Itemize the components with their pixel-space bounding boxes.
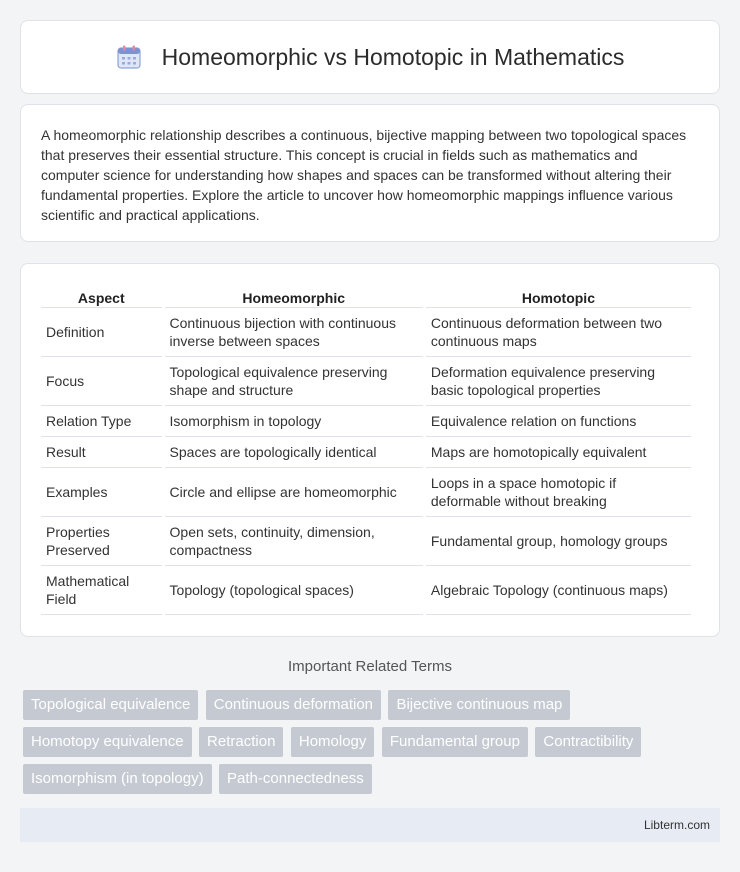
table-cell: Continuous deformation between two continuous maps [426, 308, 691, 357]
table-cell: Result [41, 437, 162, 468]
table-cell: Maps are homotopically equivalent [426, 437, 691, 468]
table-cell: Topology (topological spaces) [165, 566, 423, 615]
term-tag[interactable]: Fundamental group [382, 727, 528, 757]
term-tag[interactable]: Homology [291, 727, 375, 757]
table-cell: Equivalence relation on functions [426, 406, 691, 437]
table-cell: Relation Type [41, 406, 162, 437]
table-row [41, 468, 691, 517]
term-tag[interactable]: Contractibility [535, 727, 641, 757]
related-terms-list [23, 690, 723, 801]
term-tag[interactable]: Retraction [199, 727, 283, 757]
term-tag[interactable]: Continuous deformation [206, 690, 381, 720]
column-header: Aspect [41, 282, 162, 308]
table-cell: Continuous bijection with continuous inverse between spaces [165, 308, 423, 357]
table-header-row [41, 282, 691, 308]
term-tag[interactable]: Homotopy equivalence [23, 727, 192, 757]
table-cell: Spaces are topologically identical [165, 437, 423, 468]
table-row [41, 357, 691, 406]
term-tag[interactable]: Topological equivalence [23, 690, 198, 720]
page-title: Homeomorphic vs Homotopic in Mathematics [161, 43, 625, 70]
table-row [41, 566, 691, 615]
related-terms-title: Important Related Terms [288, 658, 452, 675]
table-row [41, 308, 691, 357]
table-cell: Circle and ellipse are homeomorphic [165, 468, 423, 517]
table-cell: Mathematical Field [41, 566, 162, 615]
intro-card [20, 104, 720, 242]
table-cell: Focus [41, 357, 162, 406]
intro-text: A homeomorphic relationship describes a continuous, bijective mapping between two topological spaces that preserves their essential structure. This concept is crucial in fields such as mathematics and computer science for understanding how shapes and spaces can be transformed without altering their fundamental properties. Explore the article to uncover how homeomorphic mappings influence various scientific and practical applications. [41, 127, 687, 223]
table-row [41, 517, 691, 566]
title-card [20, 20, 720, 94]
comparison-card [20, 263, 720, 637]
table-cell: Topological equivalence preserving shape and structure [165, 357, 423, 406]
comparison-table [38, 282, 694, 615]
term-tag[interactable]: Isomorphism (in topology) [23, 764, 212, 794]
column-header: Homeomorphic [165, 282, 423, 308]
table-cell: Loops in a space homotopic if deformable without breaking [426, 468, 691, 517]
table-row [41, 437, 691, 468]
table-cell: Properties Preserved [41, 517, 162, 566]
term-tag[interactable]: Path-connectedness [219, 764, 372, 794]
table-cell: Fundamental group, homology groups [426, 517, 691, 566]
calendar-icon [116, 44, 142, 70]
table-cell: Definition [41, 308, 162, 357]
term-tag[interactable]: Bijective continuous map [388, 690, 570, 720]
table-row [41, 406, 691, 437]
footer [20, 808, 720, 842]
table-cell: Deformation equivalence preserving basic topological properties [426, 357, 691, 406]
table-cell: Isomorphism in topology [165, 406, 423, 437]
table-cell: Examples [41, 468, 162, 517]
table-cell: Algebraic Topology (continuous maps) [426, 566, 691, 615]
footer-site-link[interactable]: Libterm.com [643, 818, 710, 832]
column-header: Homotopic [426, 282, 691, 308]
table-cell: Open sets, continuity, dimension, compactness [165, 517, 423, 566]
